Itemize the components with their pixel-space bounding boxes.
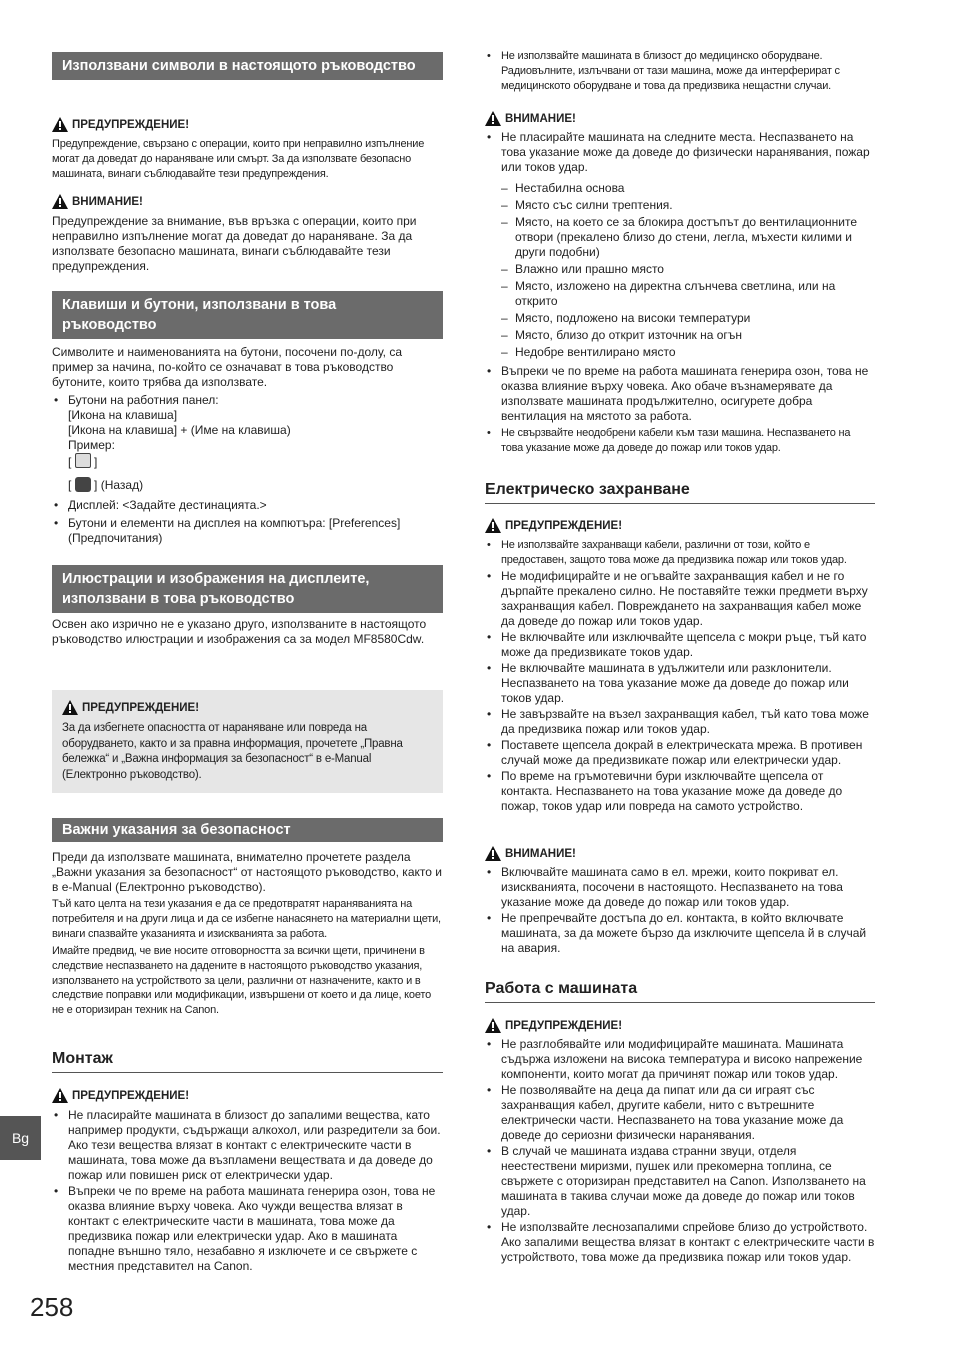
section-title-safety: Важни указания за безопасност — [52, 818, 443, 842]
list-item: • Не пласирайте машината в близост до запалими вещества, като например продукти, съдържащи алкохол, или разредители за бои. Ако тези вещества влязат в контакт с електрическите части в машината, това може да възпламени веществата и да доведе до пожар или повишен риск от електрически удар. — [52, 1108, 443, 1183]
caution-icon — [485, 846, 501, 861]
language-tab: Bg — [0, 1116, 41, 1160]
list-item: • Не завързвайте на възел захранващия кабел, тъй като това може да предизвика пожар или токов удар. — [485, 707, 875, 737]
list-item: • В случай че машината издава странни звуци, отделя неестествени миризми, пушек или прекомерна топлина, се свържете с оторизиран представител на Canon. Използването на машината в такива случаи може да доведе до пожар или токов удар. — [485, 1144, 875, 1219]
list-item: – Място, подложено на високи температури — [485, 311, 875, 326]
list-item: • Не използвайте захранващи кабели, различни от този, който е предоставен, защото това може да предизвика пожар или токов удар. — [485, 538, 875, 568]
warning-icon — [52, 1088, 68, 1103]
section-title-power: Електрическо захранване — [485, 481, 875, 504]
page-number: 258 — [30, 1292, 74, 1322]
list-item: • Не използвайте машината в близост до медицинско оборудване. Радиовълните, излъчвани от тази машина, може да интерферират с медицинското оборудване и това да предизвика нещастни случаи. — [485, 49, 875, 93]
caution-heading: ВНИМАНИЕ! — [485, 111, 875, 126]
list-item: – Място, изложено на директна слънчева светлина, или на открито — [485, 279, 875, 309]
warning-heading: ПРЕДУПРЕЖДЕНИЕ! — [62, 700, 199, 715]
caution-icon — [485, 111, 501, 126]
section-title-handling: Работа с машината — [485, 980, 875, 1003]
list-item: • Не включвайте машината в удължители или разклонители. Неспазването на това указание може да доведе до пожар или токов удар. — [485, 661, 875, 706]
list-item: • Поставете щепсела докрай в електрическата мрежа. В противен случай може да предизвикате пожар или електрически удар. — [485, 738, 875, 768]
list-item: – Място, близо до открит източник на огън — [485, 328, 875, 343]
list-item: • Дисплей: <Задайте дестинацията.> — [52, 498, 443, 513]
safety-p1: Преди да използвате машината, внимателно прочетете раздела „Важни указания за безопасност“ от настоящото ръководство, както и в e-Manual (Електронно ръководство). — [52, 850, 442, 894]
list-item: – Влажно или прашно място — [485, 262, 875, 277]
list-item: • Въпреки че по време на работа машината генерира озон, това не оказва влияние върху човека. Ако обаче възнамерявате да използвате машината продължително, осигурете добра вентилация на мястото за работа. — [485, 364, 875, 424]
list-item: • Бутони и елементи на дисплея на компютъра: [Preferences] (Предпочитания) — [52, 516, 443, 546]
list-item: • По време на гръмотевични бури изключвайте щепсела от контакта. Неспазването на това указание може да доведе до пожар, токов удар или повреда на самото устройство. — [485, 769, 875, 814]
warning-icon — [485, 1018, 501, 1033]
list-item: • Не модифицирайте и не огъвайте захранващия кабел и не го дърпайте прекалено силно. Не поставяйте тежки предмети върху захранващия кабел. Повреждането на захранващия кабел може да доведе до пожар или токов удар. — [485, 569, 875, 629]
section-title-keys: Клавиши и бутони, използвани в това ръководство — [52, 291, 443, 339]
list-item: – Недобре вентилирано място — [485, 345, 875, 360]
menu-key-icon — [75, 453, 91, 468]
caution-heading: ВНИМАНИЕ! — [485, 846, 875, 861]
warning-box-text: За да избегнете опасността от нараняване или повреда на оборудването, както и за правна информация, прочетете „Правна бележка“ и „Важна информация за безопасност“ в e-Manual (Електронно ръководство). — [62, 722, 403, 781]
list-item: • Не използвайте леснозапалими спрейове близо до устройството. Ако запалими вещества влязат в контакт с електрическите части в устройството, това може да предизвика пожар или токов удар. — [485, 1220, 875, 1265]
list-item: • Включвайте машината само в ел. мрежи, които покриват ел. изискванията, посочени в настоящото. Неспазването на това указание може да доведе до пожар или токов удар. — [485, 865, 875, 910]
keys-intro: Символите и наименованията на бутони, посочени по-долу, са пример за начина, по-който се означават в това ръководство бутоните, които трябва да използвате. — [52, 345, 403, 389]
list-item: • Не позволявайте на деца да пипат или да си играят със захранващия кабел, другите кабели, нито с вътрешните електрически части. Неспазването на това указание може да доведе до сериозни физически наранявания. — [485, 1083, 875, 1143]
list-item: • Не пласирайте машината на следните места. Неспазването на това указание може да доведе до физически наранявания, пожар или токов удар. — [485, 130, 875, 175]
list-item: • Бутони на работния панел: [Икона на клавиша] [Икона на клавиша] + (Име на клавиша) Пример: [ ] [ ] (Назад) — [52, 393, 443, 493]
caution-heading: ВНИМАНИЕ! — [52, 194, 443, 209]
safety-p3: Имайте предвид, че вие носите отговорността за всички щети, причинени в следствие неспазването на дадените в настоящото ръководство указания, използването на устройството за цели, различни от назначените, както и в следствие поправки или модификации, извършени от което и да лице, което не е оторизиран техник на Canon. — [52, 945, 432, 1017]
illustrations-text: Освен ако изрично не е указано друго, използваните в настоящото ръководство илюстрации и изображения са за модел MF8580Cdw. — [52, 617, 427, 646]
back-key-icon — [75, 477, 91, 492]
warning-box — [52, 690, 443, 793]
section-title-illustrations: Илюстрации и изображения на дисплеите, използвани в това ръководство — [52, 565, 443, 613]
list-item: • Не свързвайте неодобрени кабели към тази машина. Неспазването на това указание може да доведе до пожар или токов удар. — [485, 426, 875, 456]
list-item: – Нестабилна основа — [485, 181, 875, 196]
warning-icon — [52, 117, 68, 132]
keys-list — [52, 393, 443, 546]
safety-p2: Тъй като целта на тези указания е да се предотвратят нараняванията на потребителя и на други лица и да се избегне нанасянето на материални щети, винаги спазвайте указанията и изискванията за работа. — [52, 898, 441, 940]
list-item: • Не включвайте или изключвайте щепсела с мокри ръце, тъй като може да предизвикате токов удар. — [485, 630, 875, 660]
power-caution-list — [485, 865, 875, 956]
section-title-installation: Монтаж — [52, 1050, 443, 1073]
list-item: – Място със силни трептения. — [485, 198, 875, 213]
installation-list — [52, 1108, 443, 1274]
warning-icon — [485, 518, 501, 533]
list-item: • Въпреки че по време на работа машината генерира озон, това не оказва влияние върху човека. Ако чужди вещества влязат в контакт с електрическите части в машината, това може да предизвика пожар или електрически удар. Ако в машината попадне външно тяло, незабавно я изключете и се свържете с местния представител на Canon. — [52, 1184, 443, 1274]
section-title-symbols: Използвани символи в настоящото ръководство — [52, 52, 443, 80]
warning-icon — [62, 700, 78, 715]
power-warning-list — [485, 538, 875, 814]
warning-text: Предупреждение, свързано с операции, които при неправилно изпълнение могат да доведат до нараняване или смърт. За да използвате безопасно машината, винаги съблюдавайте тези предупреждения. — [52, 138, 425, 180]
caution-icon — [52, 194, 68, 209]
top-list — [485, 49, 875, 93]
warning-heading: ПРЕДУПРЕЖДЕНИЕ! — [52, 117, 443, 132]
caution-list — [485, 130, 875, 456]
warning-heading: ПРЕДУПРЕЖДЕНИЕ! — [485, 1018, 875, 1033]
list-item: – Място, на което се за блокира достъпът до вентилационните отвори (прекалено близо до стени, легла, мъхести килими и други подобни) — [485, 215, 875, 260]
warning-heading: ПРЕДУПРЕЖДЕНИЕ! — [485, 518, 875, 533]
caution-text: Предупреждение за внимание, във връзка с операции, които при неправилно изпълнение могат да доведат до нараняване. За да използвате безопасно машината, винаги съблюдавайте тези предупреждения. — [52, 214, 417, 273]
warning-heading: ПРЕДУПРЕЖДЕНИЕ! — [52, 1088, 443, 1103]
handling-list — [485, 1037, 875, 1265]
list-item: • Не разглобявайте или модифицирайте машината. Машината съдържа изложени на висока температура и високо напрежение компоненти, които могат да причинят пожар или токов удар. — [485, 1037, 875, 1082]
list-item: • Не препречвайте достъпа до ел. контакта, в който включвате машината, за да можете бързо да изключите щепсела й в случай на авария. — [485, 911, 875, 956]
